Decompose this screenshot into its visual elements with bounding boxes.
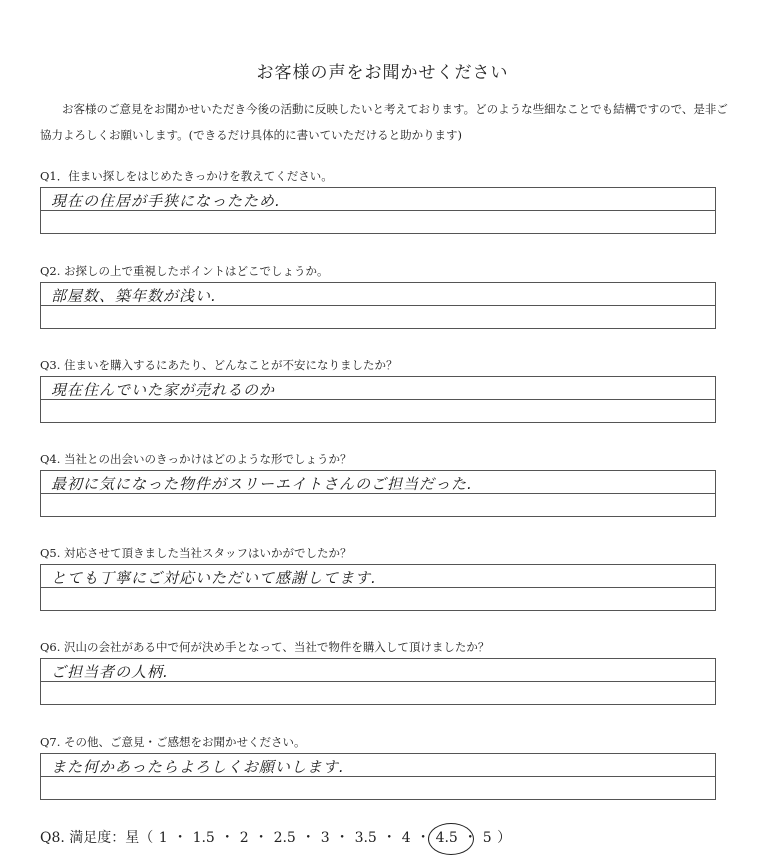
answer-4: 最初に気になった物件がスリーエイトさんのご担当だった.	[51, 475, 473, 493]
q8-close: ）	[497, 830, 512, 846]
q8-label: Q8. 満足度：星（	[40, 830, 154, 846]
answer-1: 現在の住居が手狭になったため.	[51, 192, 281, 210]
answer-box-1[interactable]	[40, 187, 716, 234]
rating-option[interactable]: 4.5	[435, 830, 459, 846]
rating-separator: ・	[377, 830, 401, 846]
answer-box-6[interactable]	[40, 658, 716, 705]
rating-separator: ・	[411, 830, 435, 846]
question-6-label: Q6. 沢山の会社がある中で何が決め手となって、当社で物件を購入して頂けましたか？	[40, 640, 490, 654]
rating-separator: ・	[168, 830, 192, 846]
rating-separator: ・	[330, 830, 354, 846]
rating-separator: ・	[296, 830, 320, 846]
intro-text: お客様のご意見をお聞かせいただき今後の活動に反映したいと考えております。どのような些細なことでも結構ですので、是非ご協力よろしくお願いします。(できるだけ具体的に書いていただけると助かります)	[40, 102, 728, 142]
answer-6: ご担当者の人柄.	[51, 663, 169, 681]
answer-box-3[interactable]	[40, 376, 716, 423]
q8-options	[158, 830, 493, 846]
answer-box-2[interactable]	[40, 282, 716, 329]
answer-box-7[interactable]	[40, 753, 716, 800]
answer-3: 現在住んでいた家が売れるのか	[51, 381, 276, 399]
satisfaction-rating	[40, 827, 511, 847]
rating-option[interactable]: 5	[482, 830, 492, 846]
rating-option[interactable]: 3	[320, 830, 330, 846]
rating-separator: ・	[215, 830, 239, 846]
answer-5: とても丁寧にご対応いただいて感謝してます.	[51, 569, 377, 587]
rating-option[interactable]: 2	[239, 830, 249, 846]
answer-7: また何かあったらよろしくお願いします.	[51, 758, 345, 776]
page-title: お客様の声をお聞かせください	[256, 63, 509, 83]
rating-option[interactable]: 4	[401, 830, 411, 846]
question-1-label: Q1．住まい探しをはじめたきっかけを教えてください。	[40, 169, 333, 183]
answer-box-5[interactable]	[40, 564, 716, 611]
rating-separator: ・	[458, 830, 482, 846]
question-4-label: Q4. 当社との出会いのきっかけはどのような形でしょうか？	[40, 452, 352, 466]
question-7-label: Q7. その他、ご意見・ご感想をお聞かせください。	[40, 735, 306, 749]
rating-option[interactable]: 1	[158, 830, 168, 846]
answer-2: 部屋数、築年数が浅い.	[51, 287, 217, 305]
question-2-label: Q2. お探しの上で重視したポイントはどこでしょうか。	[40, 264, 329, 278]
answer-box-4[interactable]	[40, 470, 716, 517]
question-3-label: Q3. 住まいを購入するにあたり、どんなことが不安になりましたか？	[40, 358, 398, 372]
rating-option[interactable]: 3.5	[354, 830, 377, 846]
rating-separator: ・	[249, 830, 273, 846]
rating-option[interactable]: 1.5	[192, 830, 215, 846]
selected-circle-mark	[428, 823, 474, 855]
rating-option[interactable]: 2.5	[273, 830, 296, 846]
question-5-label: Q5. 対応させて頂きました当社スタッフはいかがでしたか？	[40, 546, 352, 560]
